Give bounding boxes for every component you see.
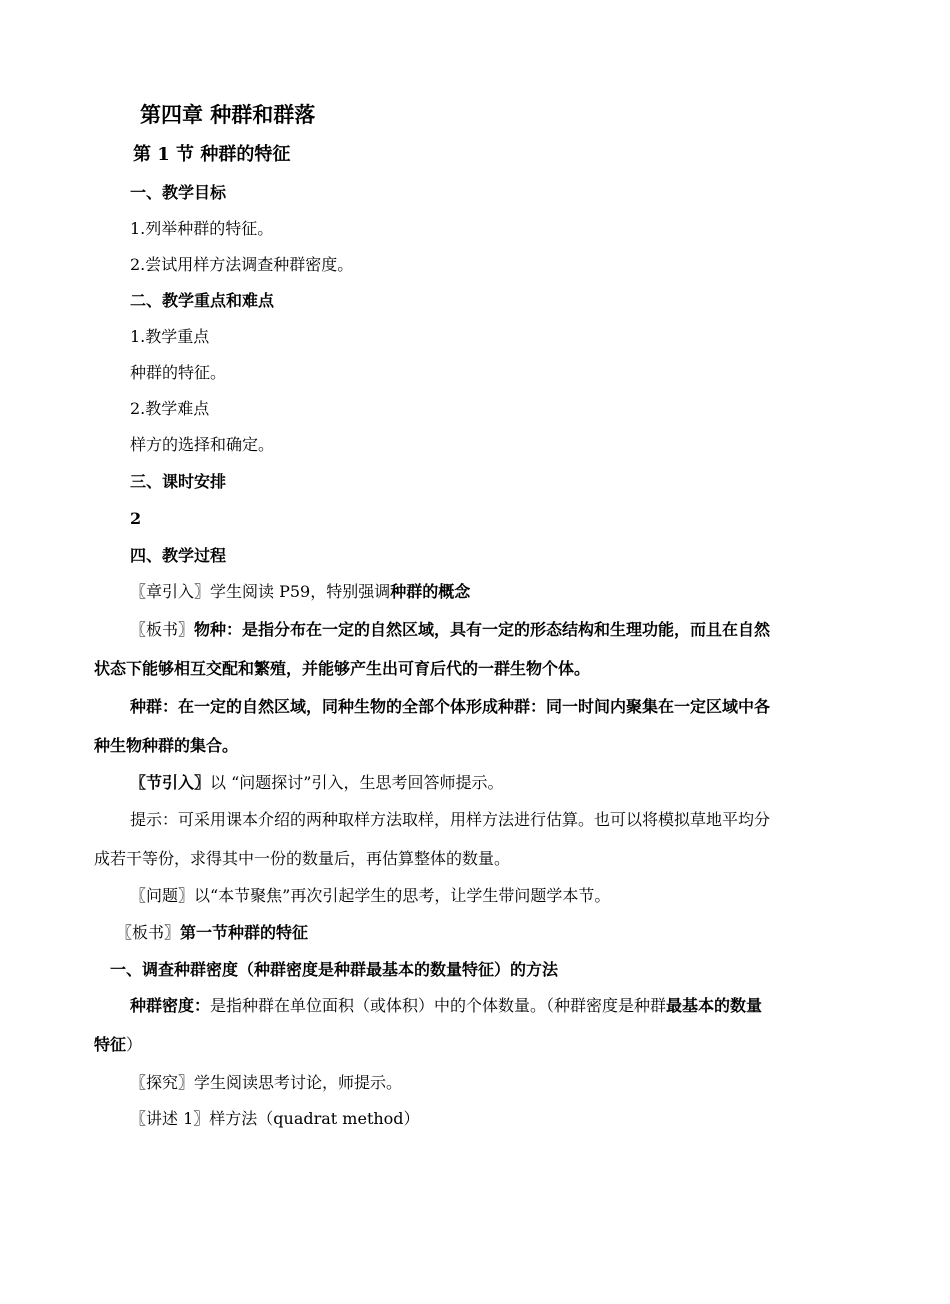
heading-density-methods: 一、调查种群密度（种群密度是种群最基本的数量特征）的方法: [110, 960, 559, 979]
density-paren-close: ）: [126, 1035, 143, 1054]
density-emphasis: 最基本的数量: [666, 996, 763, 1015]
density-emphasis-end: 特征: [94, 1035, 127, 1054]
paragraph-chapter-intro: [130, 582, 470, 602]
density-definition: 是指种群在单位面积（或体积）中的个体数量。（种群密度是种群: [210, 996, 667, 1015]
density-term: 种群密度：: [130, 996, 211, 1015]
board-tag-2: 〖板书〗: [116, 923, 181, 942]
paragraph-hint-line2: 成若干等份，求得其中一份的数量后，再估算整体的数量。: [94, 849, 511, 868]
board-tag: 〖板书〗: [130, 620, 195, 639]
paragraph-lecture-quadrat: 〖讲述 1〗样方法（quadrat method）: [130, 1109, 420, 1128]
species-definition: 物种：是指分布在一定的自然区域，具有一定的形态结构和生理功能，而且在自然: [194, 620, 771, 639]
paragraph-board-section: [116, 923, 308, 943]
chapter-title: 第四章 种群和群落: [140, 102, 316, 127]
key-point-text: 种群的特征。: [130, 363, 227, 382]
paragraph-population-def-line1: 种群：在一定的自然区域，同种生物的全部个体形成种群：同一时间内聚集在一定区域中各: [130, 697, 771, 716]
paragraph-species-def-line2: 状态下能够相互交配和繁殖，并能够产生出可育后代的一群生物个体。: [94, 659, 591, 678]
paragraph-question: 〖问题〗以“本节聚焦”再次引起学生的思考，让学生带问题学本节。: [130, 886, 611, 905]
chapter-intro-text: 〖章引入〗学生阅读 P59，特别强调: [130, 582, 391, 601]
paragraph-density-def-line1: [130, 996, 762, 1016]
key-point-label: 1.教学重点: [130, 327, 210, 346]
paragraph-population-def-line2: 种生物种群的集合。: [94, 736, 239, 755]
paragraph-hint-line1: 提示：可采用课本介绍的两种取样方法取样，用样方法进行估算。也可以将模拟草地平均分: [130, 810, 771, 829]
board-section-title: 第一节种群的特征: [180, 923, 309, 942]
paragraph-explore: 〖探究〗学生阅读思考讨论，师提示。: [130, 1073, 403, 1092]
section-intro-tag: 〖节引入〗: [130, 773, 211, 792]
heading-teaching-process: 四、教学过程: [130, 546, 227, 565]
heading-key-difficult-points: 二、教学重点和难点: [130, 291, 275, 310]
goal-item-2: 2.尝试用样方法调查种群密度。: [130, 255, 354, 274]
paragraph-section-intro: [130, 773, 503, 793]
section-title: 第 1 节 种群的特征: [133, 144, 291, 165]
heading-schedule: 三、课时安排: [130, 472, 227, 491]
heading-teaching-goals: 一、教学目标: [130, 183, 227, 202]
difficult-point-label: 2.教学难点: [130, 399, 210, 418]
paragraph-density-def-line2: [94, 1035, 142, 1055]
goal-item-1: 1.列举种群的特征。: [130, 219, 274, 238]
paragraph-species-def-line1: [130, 620, 770, 640]
chapter-intro-emphasis: 种群的概念: [390, 582, 471, 601]
section-intro-text: 以 “问题探讨”引入，生思考回答师提示。: [210, 773, 504, 792]
difficult-point-text: 样方的选择和确定。: [130, 435, 275, 454]
class-hours: 2: [130, 509, 142, 528]
